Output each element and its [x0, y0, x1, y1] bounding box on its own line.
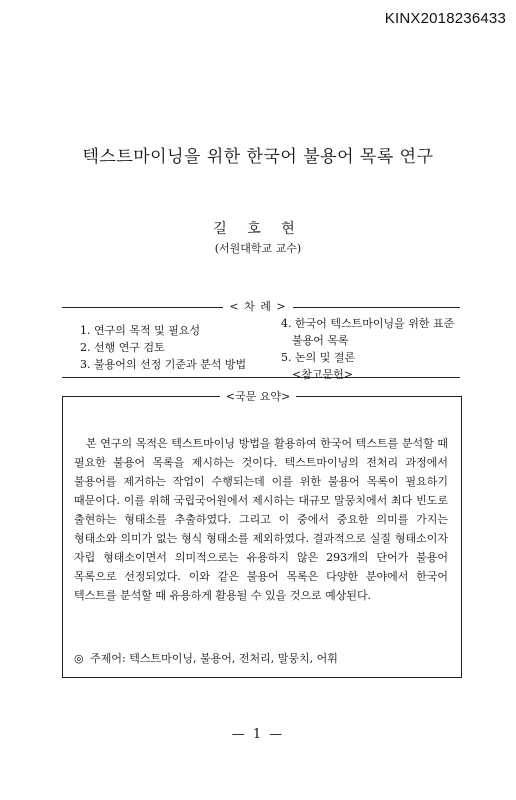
paper-title: 텍스트마이닝을 위한 한국어 불용어 목록 연구	[82, 147, 434, 167]
keywords-list: 텍스트마이닝, 불용어, 전처리, 말뭉치, 어휘	[129, 652, 338, 665]
toc-item: <참고문헌>	[292, 368, 353, 381]
toc-right-column	[281, 315, 471, 383]
author-affiliation: (서원대학교 교수)	[214, 242, 302, 255]
toc-bottom-rule	[62, 377, 460, 379]
keywords-mark: ◎	[74, 652, 84, 665]
toc-heading	[0, 298, 516, 314]
abstract-heading-text: <국문 요약>	[220, 390, 296, 403]
abstract-body: 본 연구의 목적은 텍스트마이닝 방법을 활용하여 한국어 텍스트를 분석할 때 필요한 불용어 목록을 제시하는 것이다. 텍스트마이닝의 전처리 과정에서 불용어를 제거하는 작업이 수행되는데 이를 위한 불용어 목록이 필요하기 때문이다. 이를 위해 국립국어원에서 제시하는 대규모 말뭉치에서 최다 빈도로 출현하는 형태소를 추출하였다. 그리고 이 중에서 중요한 의미를 가지는 형태소와 의미가 없는 형식 형태소를 제외하였다. 결과적으로 실질 형태소이자 자립 형태소이면서 의미적으로는 유용하지 않은 293개의 단어가 불용어 목록으로 선정되었다. 이와 같은 불용어 목록은 다양한 분야에서 한국어 텍스트를 분석할 때 유용하게 활용될 수 있을 것으로 예상된다.	[74, 437, 448, 602]
author-name: 길 호 현	[213, 221, 303, 237]
toc-item: 2. 선행 연구 검토	[80, 341, 165, 354]
toc-item: 4. 한국어 텍스트마이닝을 위한 표준	[281, 317, 455, 330]
document-id: KINX2018236433	[384, 10, 506, 27]
toc-left-column	[80, 322, 280, 373]
toc-item: 불용어 목록	[292, 334, 349, 347]
keywords-line	[74, 650, 454, 666]
toc-item: 1. 연구의 목적 및 필요성	[80, 324, 201, 337]
toc-item: 3. 불용어의 선정 기준과 분석 방법	[80, 358, 247, 371]
page-number: — 1 —	[231, 727, 285, 742]
abstract-heading	[0, 388, 516, 404]
toc-heading-text: < 차 례 >	[223, 300, 292, 313]
toc-item: 5. 논의 및 결론	[281, 351, 356, 364]
keywords-label: 주제어:	[90, 652, 126, 665]
